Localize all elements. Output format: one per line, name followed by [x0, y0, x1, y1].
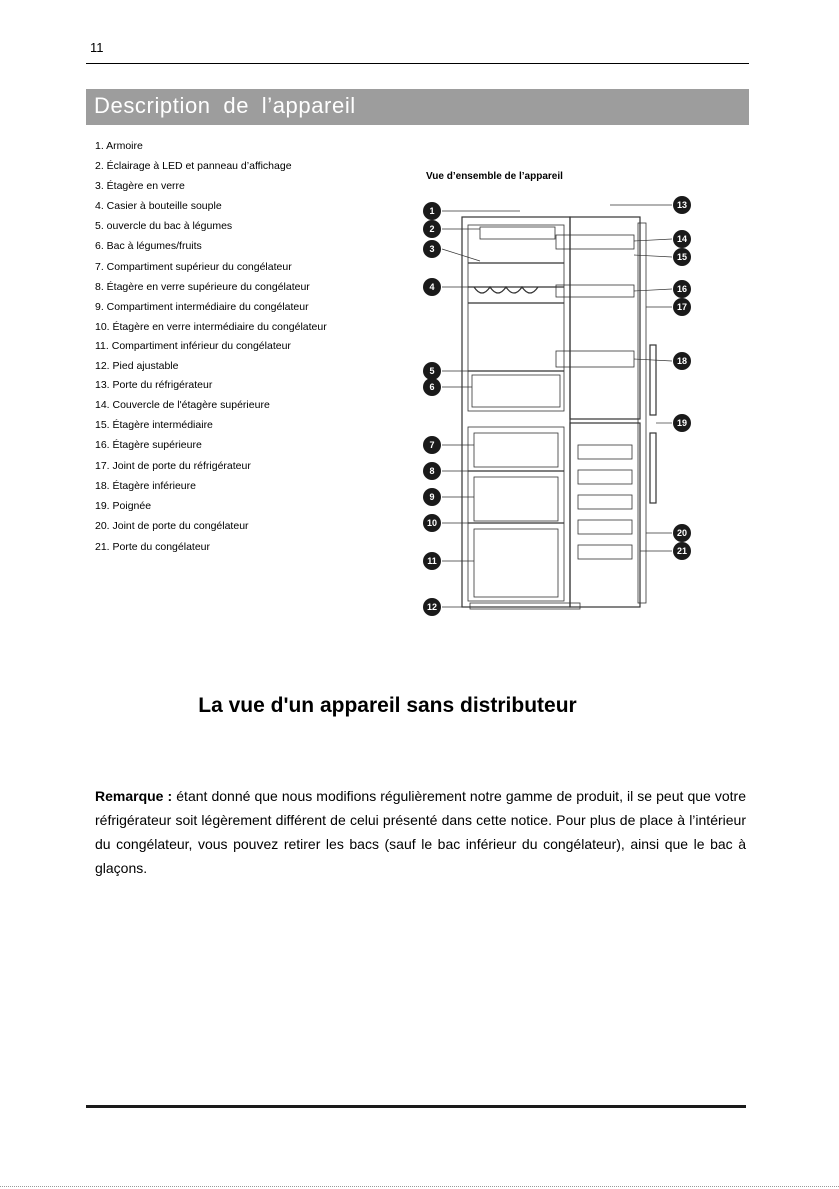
- callouts-right: [673, 196, 691, 560]
- door-seal: [638, 223, 646, 603]
- list-item: 11. Compartiment inférieur du congélateur: [95, 340, 291, 352]
- display-panel: [480, 227, 555, 239]
- callout-label: 10: [426, 518, 438, 528]
- list-item: 4. Casier à bouteille souple: [95, 200, 222, 212]
- fridge-interior: [468, 225, 564, 411]
- freezer-door-bin: [578, 495, 632, 509]
- handle-upper: [650, 345, 656, 415]
- callout-label: 4: [429, 282, 435, 292]
- callout-label: 19: [676, 418, 688, 428]
- list-item: 14. Couvercle de l'étagère supérieure: [95, 399, 270, 411]
- list-item: 1. Armoire: [95, 140, 143, 152]
- callout-label: 3: [429, 244, 435, 254]
- freezer-drawer-top: [474, 433, 558, 467]
- list-item: 20. Joint de porte du congélateur: [95, 520, 249, 532]
- footer-dotted-line: [0, 1186, 839, 1187]
- handle-lower: [650, 433, 656, 503]
- door-shelf-bottom: [556, 351, 634, 367]
- list-item: 6. Bac à légumes/fruits: [95, 240, 202, 252]
- callout-label: 18: [676, 356, 688, 366]
- callout-leader: [442, 249, 480, 261]
- appliance-diagram: [410, 195, 710, 625]
- list-item: 21. Porte du congélateur: [95, 541, 210, 553]
- callout-label: 9: [429, 492, 435, 502]
- callout-label: 15: [676, 252, 688, 262]
- freezer-door-bin: [578, 520, 632, 534]
- list-item: 5. ouvercle du bac à légumes: [95, 220, 233, 232]
- list-item: 3. Étagère en verre: [95, 180, 185, 192]
- list-item: 8. Étagère en verre supérieure du congélateur: [95, 281, 310, 293]
- callout-label: 13: [676, 200, 688, 210]
- remark-label: Remarque :: [95, 788, 173, 804]
- callout-label: 20: [676, 528, 688, 538]
- freezer-drawer-bottom: [474, 529, 558, 597]
- freezer-door: [570, 423, 640, 607]
- freezer-door-bin: [578, 545, 632, 559]
- callout-label: 2: [429, 224, 435, 234]
- top-rule: [86, 63, 749, 64]
- list-item: 10. Étagère en verre intermédiaire du congélateur: [95, 321, 327, 333]
- section-header: [86, 89, 749, 125]
- remark-paragraph: [95, 784, 746, 880]
- bottle-rack: [474, 287, 538, 293]
- crisper-drawer: [472, 375, 560, 407]
- door-shelf-middle: [556, 285, 634, 297]
- freezer-door-bin: [578, 445, 632, 459]
- diagram-caption: Vue d’ensemble de l’appareil: [426, 171, 563, 182]
- callout-label: 17: [676, 302, 688, 312]
- list-item: 19. Poignée: [95, 500, 152, 512]
- list-item: 18. Étagère inférieure: [95, 480, 196, 492]
- remark-text: étant donné que nous modifions régulièrement notre gamme de produit, il se peut que votre réfrigérateur soit légèrement différent de celui présenté dans cette notice. Pour plus de place à l’intérieur du congélateur, vous pouvez retirer les bacs (sauf le bac inférieur du congélateur), ainsi que le bac à glaçons.: [95, 788, 746, 876]
- callout-label: 1: [429, 206, 435, 216]
- callout-label: 5: [429, 366, 435, 376]
- freezer-interior: [468, 427, 564, 601]
- callout-label: 16: [676, 284, 688, 294]
- callout-label: 6: [429, 382, 435, 392]
- list-item: 2. Éclairage à LED et panneau d’affichage: [95, 160, 292, 172]
- list-item: 15. Étagère intermédiaire: [95, 419, 213, 431]
- freezer-drawer-middle: [474, 477, 558, 521]
- callout-label: 11: [427, 556, 437, 566]
- callout-label: 8: [429, 466, 435, 476]
- list-item: 17. Joint de porte du réfrigérateur: [95, 460, 251, 472]
- callout-label: 21: [676, 546, 688, 556]
- door-shelf-top: [556, 235, 634, 249]
- diagram-subtitle: La vue d'un appareil sans distributeur: [198, 694, 577, 717]
- list-item: 16. Étagère supérieure: [95, 439, 202, 451]
- list-item: 12. Pied ajustable: [95, 360, 179, 372]
- freezer-door-bin: [578, 470, 632, 484]
- list-item: 7. Compartiment supérieur du congélateur: [95, 261, 292, 273]
- list-item: 13. Porte du réfrigérateur: [95, 379, 213, 391]
- callouts-left: [423, 202, 441, 616]
- fridge-door: [570, 217, 640, 419]
- adjustable-foot: [470, 603, 580, 609]
- callout-label: 12: [426, 602, 438, 612]
- list-item: 9. Compartiment intermédiaire du congélateur: [95, 301, 309, 313]
- section-title: Description de l’appareil: [94, 93, 356, 118]
- callout-label: 14: [676, 234, 688, 244]
- page-number: 11: [90, 40, 104, 55]
- cabinet-outline: [462, 217, 570, 607]
- callout-label: 7: [429, 440, 435, 450]
- bottom-rule: [86, 1105, 746, 1108]
